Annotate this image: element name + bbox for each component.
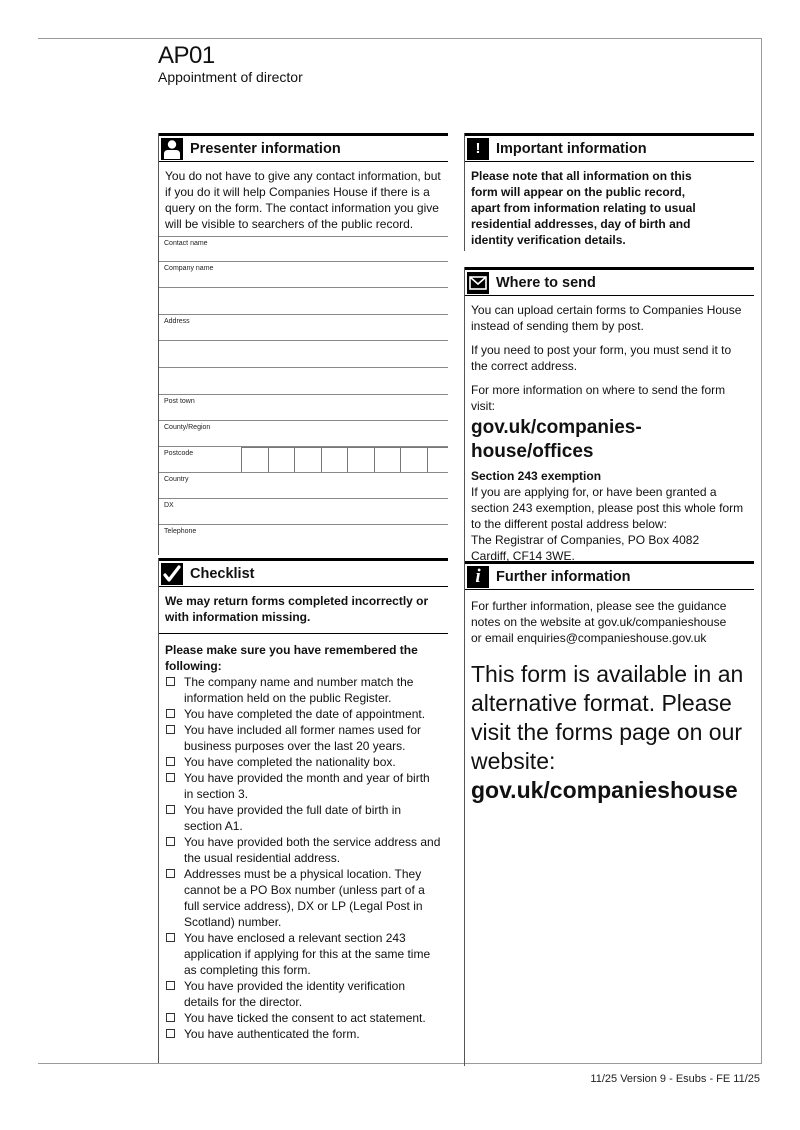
county-field[interactable] xyxy=(159,421,448,447)
checklist-item xyxy=(165,802,442,834)
offices-url[interactable]: gov.uk/companies-house/offices xyxy=(471,417,642,462)
important-header xyxy=(465,133,754,161)
checkbox[interactable] xyxy=(166,709,175,718)
right-column xyxy=(464,133,754,1066)
post-town-label: Post town xyxy=(164,398,195,405)
postcode-box[interactable] xyxy=(241,447,268,472)
where-to-send-p1: You can upload certain forms to Companies House instead of sending them by post. xyxy=(471,303,742,333)
alt-format-text: This form is available in an alternative format. Please visit the forms page on our website: xyxy=(471,661,744,774)
left-column xyxy=(158,133,448,1063)
company-name-line-2[interactable] xyxy=(159,288,448,315)
checkbox[interactable] xyxy=(166,837,175,846)
checkbox[interactable] xyxy=(166,933,175,942)
top-rule xyxy=(38,38,762,39)
postcode-box[interactable] xyxy=(427,447,449,472)
important-heading: Important information xyxy=(496,140,647,157)
checklist-item xyxy=(165,754,442,770)
form-title: Appointment of director xyxy=(158,69,303,85)
tick-icon xyxy=(161,563,183,585)
where-to-send-panel xyxy=(464,267,754,561)
postcode-box[interactable] xyxy=(400,447,427,472)
where-to-send-heading: Where to send xyxy=(496,274,596,291)
presenter-intro-text: You do not have to give any contact information, but if you do it will help Companies House if there is a query on the form. The contact information you give will be visible to searchers of the public record. xyxy=(165,169,441,231)
where-to-send-p3: For more information on where to send the form visit: xyxy=(471,383,726,413)
dx-field[interactable] xyxy=(159,499,448,525)
checklist-intro: Please make sure you have remembered the following: xyxy=(165,643,418,673)
checkbox[interactable] xyxy=(166,1029,175,1038)
important-body xyxy=(465,161,754,254)
address-line-2[interactable] xyxy=(159,341,448,368)
further-info-heading: Further information xyxy=(496,568,631,585)
country-label: Country xyxy=(164,476,189,483)
important-text: Please note that all information on this form will appear on the public record, apart from information relating to usual residential addresses, day of birth and identity verification details. xyxy=(471,169,696,247)
checklist-item-text: You have provided the full date of birth in section A1. xyxy=(184,803,402,833)
company-name-label: Company name xyxy=(164,265,214,272)
version-footer: 11/25 Version 9 - Esubs - FE 11/25 xyxy=(590,1073,760,1085)
dx-label: DX xyxy=(164,502,174,509)
checklist-item-text: You have enclosed a relevant section 243 application if applying for this at the same time as completing this form. xyxy=(184,931,431,977)
checklist-warning xyxy=(159,586,448,633)
checklist-item xyxy=(165,722,442,754)
checkbox[interactable] xyxy=(166,981,175,990)
postcode-box[interactable] xyxy=(294,447,321,472)
checklist-item-text: You have completed the date of appointment. xyxy=(184,707,426,721)
where-to-send-p2: If you need to post your form, you must send it to the correct address. xyxy=(471,343,732,373)
envelope-icon xyxy=(467,272,489,294)
checklist-item xyxy=(165,706,442,722)
checklist-item xyxy=(165,770,442,802)
person-icon xyxy=(161,138,183,160)
checklist-item xyxy=(165,930,442,978)
checklist-item-text: You have completed the nationality box. xyxy=(184,755,396,769)
checklist-item xyxy=(165,866,442,930)
checklist-items xyxy=(165,674,442,1042)
post-town-field[interactable] xyxy=(159,395,448,421)
checklist-warning-text: We may return forms completed incorrectly or with information missing. xyxy=(165,594,429,624)
checkbox[interactable] xyxy=(166,773,175,782)
checkbox[interactable] xyxy=(166,869,175,878)
companies-house-url[interactable]: gov.uk/companieshouse xyxy=(471,777,738,803)
further-info-body xyxy=(465,589,754,811)
exclamation-icon: ! xyxy=(467,138,489,160)
contact-name-field[interactable] xyxy=(159,236,448,262)
postcode-box[interactable] xyxy=(374,447,401,472)
checklist-item-text: You have ticked the consent to act statement. xyxy=(184,1011,426,1025)
further-info-text-1: For further information, please see the guidance notes on the website at gov.uk/companieshouse xyxy=(471,599,727,629)
checkbox[interactable] xyxy=(166,677,175,686)
checklist-item-text: Addresses must be a physical location. They cannot be a PO Box number (unless part of a full service address), DX or LP (Legal Post in Scotland) number. xyxy=(184,867,425,929)
where-to-send-body xyxy=(465,295,754,570)
postal-address-line-2: Cardiff, CF14 3WE. xyxy=(471,549,575,563)
address-field[interactable] xyxy=(159,315,448,341)
checkbox[interactable] xyxy=(166,1013,175,1022)
postcode-box[interactable] xyxy=(321,447,348,472)
further-info-panel xyxy=(464,561,754,1066)
address-line-3[interactable] xyxy=(159,368,448,395)
checkbox[interactable] xyxy=(166,725,175,734)
checklist-item-text: You have authenticated the form. xyxy=(184,1027,360,1041)
contact-name-label: Contact name xyxy=(164,240,208,247)
postcode-box[interactable] xyxy=(268,447,295,472)
checklist-item xyxy=(165,1010,442,1026)
exemption-text: If you are applying for, or have been granted a section 243 exemption, please post this whole form to the different postal address below: xyxy=(471,485,744,531)
checkbox[interactable] xyxy=(166,757,175,766)
checkbox[interactable] xyxy=(166,805,175,814)
country-field[interactable] xyxy=(159,473,448,499)
postal-address-line-1: The Registrar of Companies, PO Box 4082 xyxy=(471,533,700,547)
checklist-item xyxy=(165,1026,442,1042)
checklist-item xyxy=(165,834,442,866)
postcode-box[interactable] xyxy=(347,447,374,472)
checklist-item-text: You have provided the month and year of birth in section 3. xyxy=(184,771,430,801)
right-rule xyxy=(761,38,762,1064)
telephone-label: Telephone xyxy=(164,528,197,535)
form-code: AP01 xyxy=(158,42,215,69)
checklist-item-text: You have provided the identity verification details for the director. xyxy=(184,979,406,1009)
telephone-field[interactable] xyxy=(159,525,448,551)
checklist-panel xyxy=(158,558,448,1063)
presenter-panel xyxy=(158,133,448,555)
presenter-heading: Presenter information xyxy=(190,140,341,157)
checklist-header xyxy=(159,558,448,586)
where-to-send-header xyxy=(465,267,754,295)
presenter-intro xyxy=(159,161,448,236)
further-info-email: or email enquiries@companieshouse.gov.uk xyxy=(471,631,707,645)
further-info-header xyxy=(465,561,754,589)
alt-format-notice xyxy=(471,660,748,805)
checklist-item-text: The company name and number match the information held on the public Register. xyxy=(184,675,414,705)
county-label: County/Region xyxy=(164,424,211,431)
postcode-label: Postcode xyxy=(164,450,194,457)
postcode-boxes[interactable] xyxy=(241,447,448,472)
important-panel xyxy=(464,133,754,251)
checklist-item-text: You have provided both the service address and the usual residential address. xyxy=(184,835,441,865)
presenter-header xyxy=(159,133,448,161)
checklist-item-text: You have included all former names used for business purposes over the last 20 years. xyxy=(184,723,422,753)
address-label: Address xyxy=(164,318,190,325)
postcode-field[interactable] xyxy=(159,447,448,473)
info-icon: i xyxy=(467,566,489,588)
checklist-item xyxy=(165,978,442,1010)
checklist-body xyxy=(159,633,448,1048)
company-name-field[interactable] xyxy=(159,262,448,288)
checklist-heading: Checklist xyxy=(190,565,255,582)
checklist-item xyxy=(165,674,442,706)
exemption-heading: Section 243 exemption xyxy=(471,469,602,483)
